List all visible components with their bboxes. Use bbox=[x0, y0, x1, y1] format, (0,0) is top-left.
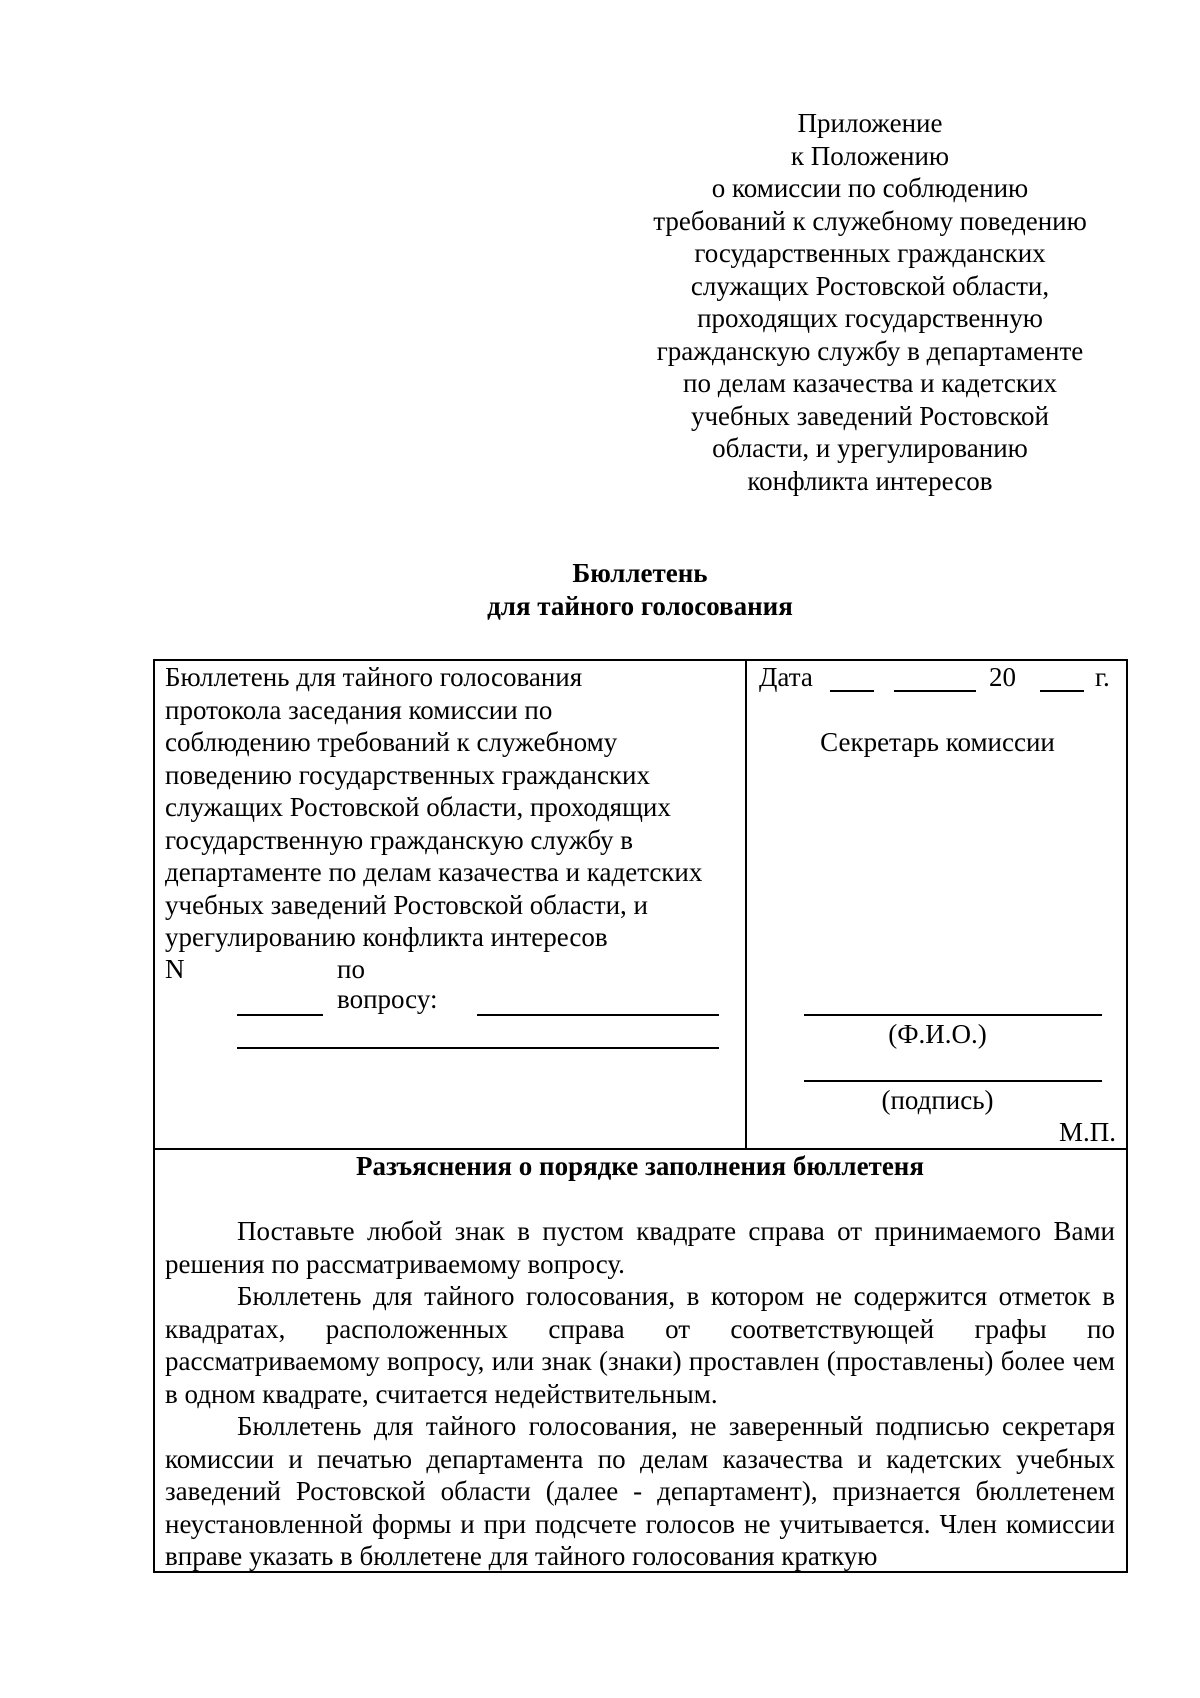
fio-blank[interactable] bbox=[804, 1014, 1102, 1016]
ballot-description-line: урегулированию конфликта интересов bbox=[165, 922, 608, 952]
year-suffix: г. bbox=[1095, 662, 1110, 692]
ballot-description-line: государственную гражданскую службу в bbox=[165, 824, 634, 855]
date-year-blank[interactable] bbox=[1040, 690, 1084, 692]
appendix-header bbox=[620, 107, 1120, 497]
question-blank[interactable] bbox=[477, 1014, 719, 1016]
document-title bbox=[0, 557, 1200, 622]
appendix-line: Приложение bbox=[797, 108, 943, 138]
ballot-table bbox=[153, 659, 1128, 1573]
ballot-description-line: департаменте по делам казачества и кадетских bbox=[165, 857, 703, 887]
appendix-line: по делам казачества и кадетских bbox=[683, 368, 1057, 398]
date-month-blank[interactable] bbox=[894, 690, 976, 692]
explanation-paragraph: Поставьте любой знак в пустом квадрате справа от принимаемого Вами решения по рассматриваемому вопросу. bbox=[165, 1216, 1115, 1279]
date-label: Дата bbox=[759, 662, 813, 692]
year-prefix: 20 bbox=[989, 662, 1016, 692]
ballot-description-cell bbox=[165, 661, 740, 954]
appendix-line: учебных заведений Ростовской bbox=[690, 400, 1050, 431]
signature-label: (подпись) bbox=[881, 1085, 994, 1115]
explanations-heading: Разъяснения о порядке заполнения бюллетеня bbox=[356, 1151, 924, 1181]
appendix-line: требований к служебному поведению bbox=[653, 205, 1087, 236]
secretary-cell bbox=[747, 661, 1128, 1148]
appendix-line: к Положению bbox=[790, 140, 950, 171]
explanation-paragraph: Бюллетень для тайного голосования, в котором не содержится отметок в квадратах, расположенных справа от соответствующей графы по рассматриваемому вопросу, или знак (знаки) проставлен (проставлены) более чем в одном квадрате, считается недействительным. bbox=[165, 1281, 1115, 1409]
explanation-paragraph: Бюллетень для тайного голосования, не заверенный подписью секретаря комиссии и печатью департамента по делам казачества и кадетских учебных заведений Ростовской области (далее - департамент), признается бюллетенем неустановленной формы и при подсчете голосов не учитывается. Член комиссии вправе указать в бюллетене для тайного голосования краткую bbox=[165, 1411, 1115, 1571]
appendix-line: области, и урегулированию bbox=[712, 433, 1028, 463]
explanations-section bbox=[165, 1150, 1115, 1573]
appendix-line: конфликта интересов bbox=[747, 465, 993, 496]
question-blank-2[interactable] bbox=[237, 1047, 719, 1049]
appendix-line: служащих Ростовской области, bbox=[690, 270, 1050, 301]
ballot-description-line: учебных заведений Ростовской области, и bbox=[165, 889, 648, 920]
ballot-description-line: протокола заседания комиссии по bbox=[165, 694, 553, 725]
appendix-line: гражданскую службу в департаменте bbox=[656, 335, 1084, 366]
title-line-2: для тайного голосования bbox=[487, 590, 793, 621]
number-blank[interactable] bbox=[237, 1014, 323, 1016]
po-label: по bbox=[337, 954, 365, 984]
question-label: вопросу: bbox=[337, 984, 438, 1014]
ballot-description-line: поведению государственных гражданских bbox=[165, 759, 651, 790]
stamp-label: М.П. bbox=[1058, 1117, 1116, 1147]
appendix-line: государственных гражданских bbox=[694, 238, 1046, 268]
ballot-description-line: соблюдению требований к служебному bbox=[165, 727, 618, 757]
appendix-line: о комиссии по соблюдению bbox=[711, 173, 1029, 203]
signature-blank[interactable] bbox=[804, 1080, 1102, 1082]
fio-label: (Ф.И.О.) bbox=[888, 1019, 987, 1049]
title-line-1: Бюллетень bbox=[572, 558, 708, 588]
date-day-blank[interactable] bbox=[830, 690, 874, 692]
ballot-description-line: служащих Ростовской области, проходящих bbox=[165, 792, 671, 822]
secretary-label: Секретарь комиссии bbox=[820, 727, 1055, 757]
appendix-line: проходящих государственную bbox=[697, 303, 1043, 333]
ballot-description-line: Бюллетень для тайного голосования bbox=[165, 662, 583, 692]
number-label: N bbox=[165, 954, 185, 984]
